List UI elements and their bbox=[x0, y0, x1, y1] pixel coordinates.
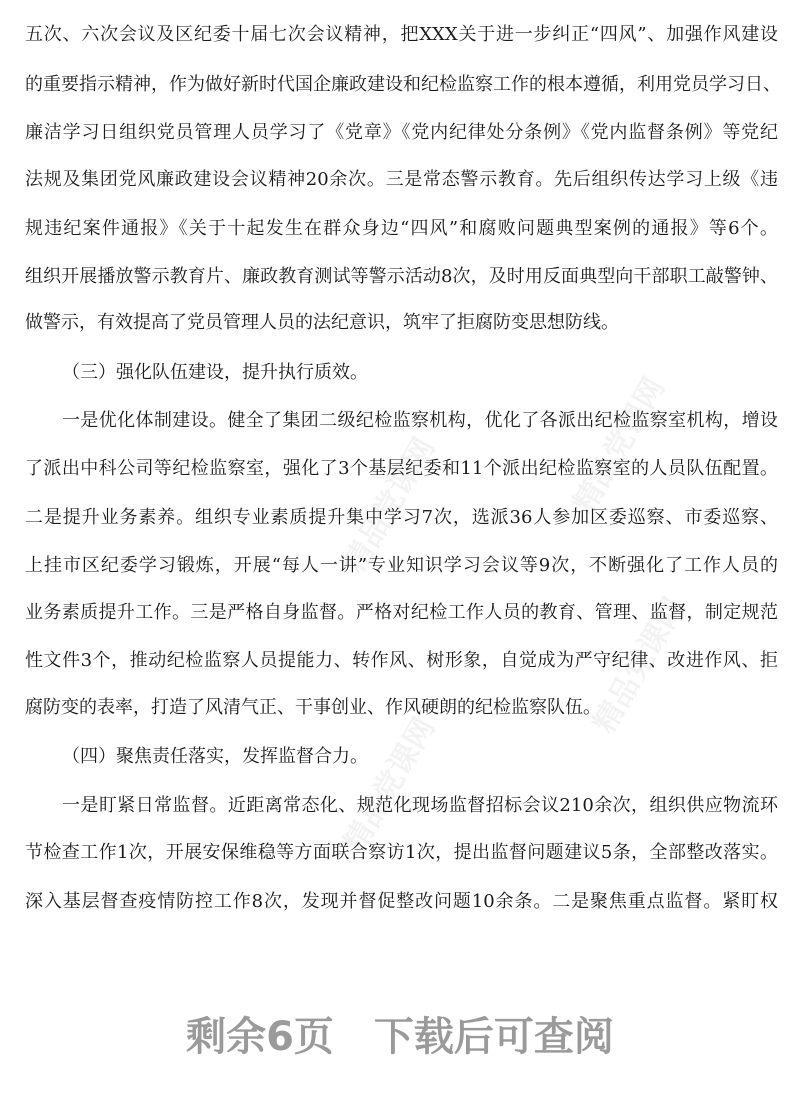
paragraph-line: 一是优化体制建设。健全了集团二级纪检监察机构，优化了各派出纪检监察室机构，增设 bbox=[62, 410, 778, 431]
paragraph-line: 腐防变的表率，打造了风清气正、干事创业、作风硬朗的纪检监察队伍。 bbox=[25, 697, 601, 718]
watermark-text: 精品党课网 bbox=[336, 711, 443, 860]
paragraph-line: 做警示，有效提高了党员管理人员的法纪意识，筑牢了拒腐防变思想防线。 bbox=[25, 312, 619, 333]
paragraph-line: 五次、六次会议及区纪委十届七次会议精神，把XXX关于进一步纠正“四风”、加强作风建设 bbox=[25, 24, 778, 45]
section-heading: （三）强化队伍建设，提升执行质效。 bbox=[62, 362, 368, 383]
paragraph-line: 法规及集团党风廉政建设会议精神20余次。三是常态警示教育。先后组织传达学习上级《违 bbox=[25, 169, 778, 190]
watermark-text: 精品党课网 bbox=[566, 371, 673, 520]
download-prompt[interactable] bbox=[0, 1005, 800, 1062]
watermark-text: 精品党课网 bbox=[586, 591, 693, 740]
paragraph-line: 节检查工作1次，开展安保维稳等方面联合察访1次，提出监督问题建议5条，全部整改落实。 bbox=[25, 842, 778, 863]
paragraph-line: 深入基层督查疫情防控工作8次，发现并督促整改问题10余条。二是聚焦重点监督。紧盯权 bbox=[25, 891, 778, 912]
paragraph-line: 规违纪案件通报》《关于十起发生在群众身边“四风”和腐败问题典型案例的通报》等6个。 bbox=[25, 218, 778, 239]
paragraph-line: 业务素质提升工作。三是严格自身监督。严格对纪检工作人员的教育、管理、监督，制定规范 bbox=[25, 602, 778, 623]
section-heading: （四）聚焦责任落实，发挥监督合力。 bbox=[62, 746, 368, 767]
paragraph-line: 一是盯紧日常监督。近距离常态化、规范化现场监督招标会议210余次，组织供应物流环 bbox=[62, 795, 778, 816]
paragraph-line: 廉洁学习日组织党员管理人员学习了《党章》《党内纪律处分条例》《党内监督条例》等党纪 bbox=[25, 122, 778, 143]
paragraph-line: 上挂市区纪委学习锻炼，开展“每人一讲”专业知识学习会议等9次，不断强化了工作人员的 bbox=[25, 555, 778, 576]
remaining-pages-label: 剩余6页 bbox=[186, 1014, 334, 1060]
paragraph-line: 的重要指示精神，作为做好新时代国企廉政建设和纪检监察工作的根本遵循，利用党员学习日、 bbox=[25, 74, 781, 95]
paragraph-line: 了派出中科公司等纪检监察室，强化了3个基层纪委和11个派出纪检监察室的人员队伍配置。 bbox=[25, 458, 778, 479]
paragraph-line: 组织开展播放警示教育片、廉政教育测试等警示活动8次，及时用反面典型向干部职工敲警钟、 bbox=[25, 266, 778, 287]
download-to-view-label: 下载后可查阅 bbox=[373, 1014, 614, 1060]
watermark-text: 精品党课网 bbox=[336, 431, 443, 580]
paragraph-line: 二是提升业务素养。组织专业素质提升集中学习7次，选派36人参加区委巡察、市委巡察、 bbox=[25, 507, 778, 528]
paragraph-line: 性文件3个，推动纪检监察人员提能力、转作风、树形象，自觉成为严守纪律、改进作风、拒 bbox=[25, 650, 778, 671]
